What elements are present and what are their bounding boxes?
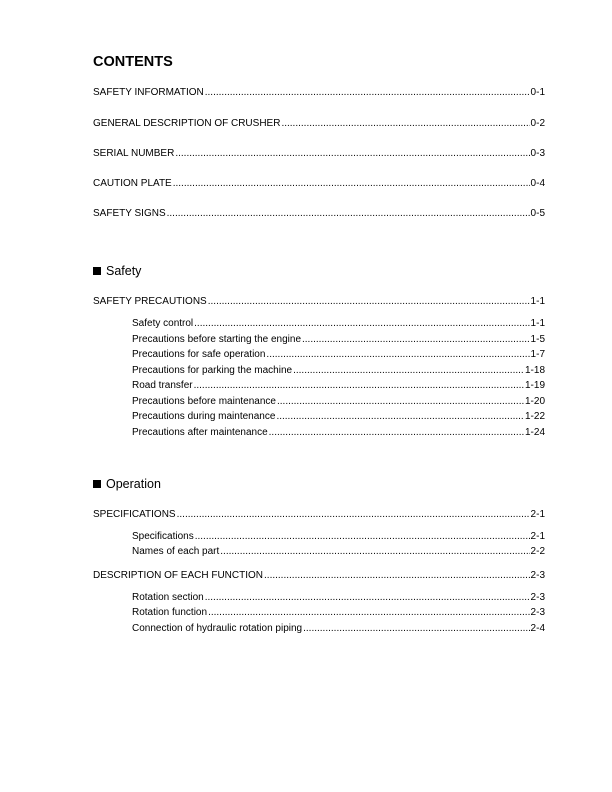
square-bullet-icon (93, 480, 101, 488)
toc-subentry[interactable] (132, 426, 545, 439)
toc-label: Specifications (132, 531, 194, 542)
dot-leader (173, 177, 530, 190)
toc-label: Rotation function (132, 607, 208, 618)
toc-label: SAFETY INFORMATION (93, 87, 204, 98)
toc-page-number: 0-1 (530, 87, 545, 98)
toc-subentry[interactable] (132, 530, 545, 543)
dot-leader (194, 317, 529, 330)
page-title: CONTENTS (93, 54, 173, 70)
dot-leader (266, 348, 529, 361)
toc-page-number: 1-22 (524, 411, 545, 422)
dot-leader (205, 591, 530, 604)
dot-leader (177, 508, 530, 521)
toc-subentry[interactable] (132, 379, 545, 392)
square-bullet-icon (93, 267, 101, 275)
toc-subentry[interactable] (132, 545, 545, 558)
dot-leader (195, 530, 530, 543)
toc-label: GENERAL DESCRIPTION OF CRUSHER (93, 118, 281, 129)
toc-page-number: 2-1 (530, 509, 545, 520)
dot-leader (208, 606, 529, 619)
section-heading-operation (93, 476, 161, 492)
dot-leader (175, 147, 529, 160)
toc-page-number: 2-1 (530, 531, 545, 542)
toc-label: Precautions during maintenance (132, 411, 276, 422)
dot-leader (277, 395, 524, 408)
dot-leader (302, 333, 530, 346)
toc-entry-serial-number[interactable] (93, 147, 545, 160)
toc-page-number: 2-3 (530, 570, 545, 581)
toc-page-number: 2-4 (530, 623, 545, 634)
toc-page-number: 1-24 (524, 427, 545, 438)
toc-label: CAUTION PLATE (93, 178, 172, 189)
dot-leader (276, 410, 524, 423)
toc-subentry[interactable] (132, 333, 545, 346)
toc-entry-safety-signs[interactable] (93, 207, 545, 220)
toc-subentry[interactable] (132, 622, 545, 635)
toc-label: SAFETY PRECAUTIONS (93, 296, 207, 307)
toc-page-number: 1-1 (530, 318, 545, 329)
toc-page-number: 1-19 (524, 380, 545, 391)
toc-page-number: 1-5 (530, 334, 545, 345)
toc-entry-safety-information[interactable] (93, 86, 545, 99)
toc-entry-general-description[interactable] (93, 117, 545, 130)
toc-page-number: 2-3 (530, 607, 545, 618)
dot-leader (281, 117, 529, 130)
toc-page-number: 0-2 (530, 118, 545, 129)
toc-subentry[interactable] (132, 364, 545, 377)
toc-subentry[interactable] (132, 348, 545, 361)
toc-label: Precautions after maintenance (132, 427, 268, 438)
toc-label: Precautions for parking the machine (132, 365, 293, 376)
toc-label: SERIAL NUMBER (93, 148, 175, 159)
toc-page-number: 2-2 (530, 546, 545, 557)
toc-subentry[interactable] (132, 591, 545, 604)
toc-label: Road transfer (132, 380, 193, 391)
section-heading-label: Operation (106, 477, 161, 491)
toc-label: Safety control (132, 318, 194, 329)
toc-label: Rotation section (132, 592, 204, 603)
toc-entry-description-of-each-function[interactable] (93, 569, 545, 582)
toc-page-number: 1-20 (524, 396, 545, 407)
toc-subentry[interactable] (132, 317, 545, 330)
toc-label: Names of each part (132, 546, 220, 557)
dot-leader (205, 86, 530, 99)
dot-leader (167, 207, 530, 220)
dot-leader (194, 379, 524, 392)
dot-leader (303, 622, 529, 635)
toc-entry-specifications[interactable] (93, 508, 545, 521)
toc-label: DESCRIPTION OF EACH FUNCTION (93, 570, 264, 581)
dot-leader (269, 426, 524, 439)
toc-page-number: 1-18 (524, 365, 545, 376)
section-heading-label: Safety (106, 264, 142, 278)
dot-leader (264, 569, 530, 582)
toc-entry-safety-precautions[interactable] (93, 295, 545, 308)
toc-label: Precautions for safe operation (132, 349, 266, 360)
dot-leader (220, 545, 529, 558)
toc-page-number: 0-4 (530, 178, 545, 189)
toc-label: SPECIFICATIONS (93, 509, 176, 520)
toc-entry-caution-plate[interactable] (93, 177, 545, 190)
toc-subentry[interactable] (132, 606, 545, 619)
toc-page-number: 0-5 (530, 208, 545, 219)
toc-subentry[interactable] (132, 410, 545, 423)
toc-page-number: 1-7 (530, 349, 545, 360)
toc-subentry[interactable] (132, 395, 545, 408)
toc-page-number: 2-3 (530, 592, 545, 603)
dot-leader (293, 364, 524, 377)
toc-page-number: 0-3 (530, 148, 545, 159)
section-heading-safety (93, 263, 141, 279)
toc-label: Connection of hydraulic rotation piping (132, 623, 303, 634)
toc-page-number: 1-1 (530, 296, 545, 307)
toc-label: Precautions before starting the engine (132, 334, 301, 345)
toc-label: SAFETY SIGNS (93, 208, 166, 219)
dot-leader (208, 295, 530, 308)
toc-label: Precautions before maintenance (132, 396, 276, 407)
